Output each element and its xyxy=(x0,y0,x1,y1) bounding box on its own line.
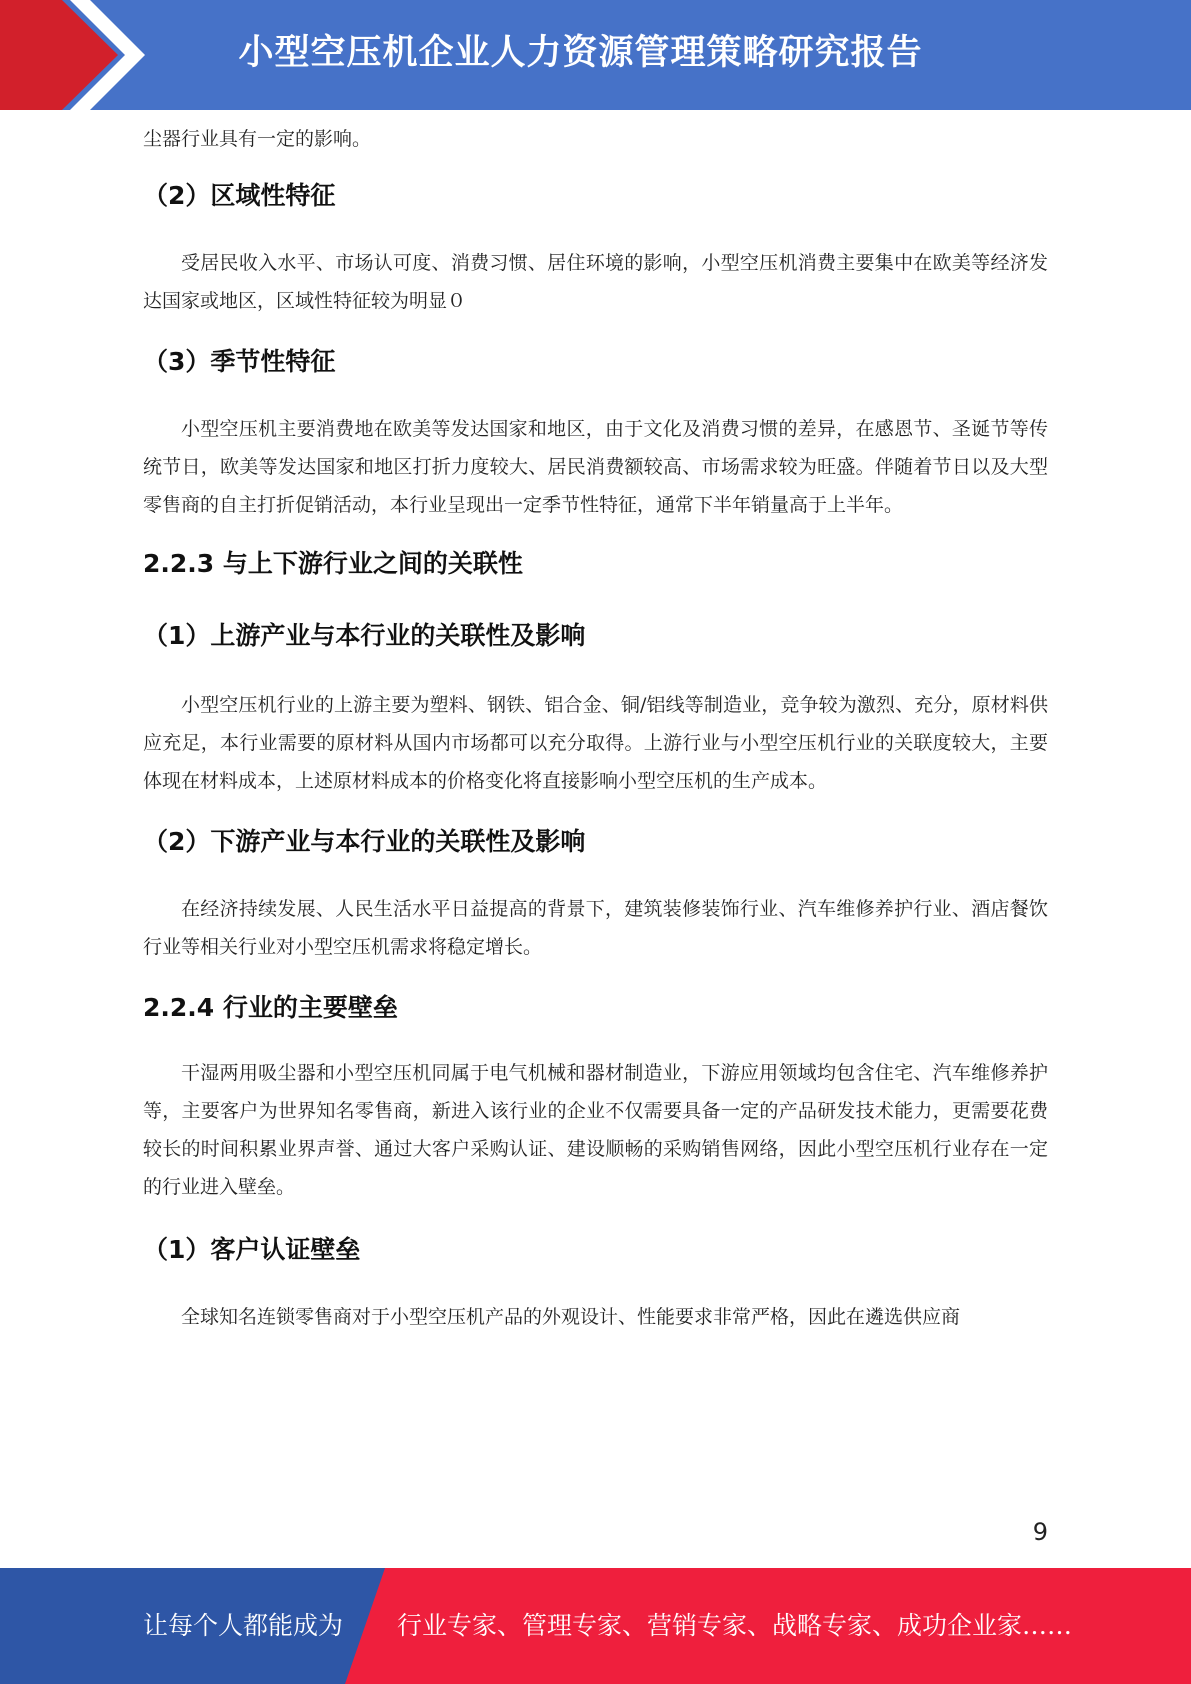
heading-downstream-industry: （2）下游产业与本行业的关联性及影响 xyxy=(143,827,586,856)
page-header xyxy=(0,0,1191,110)
footer-slogan-left: 让每个人都能成为 xyxy=(143,1611,344,1640)
paragraph-continued: 尘器行业具有一定的影响。 xyxy=(143,128,372,150)
paragraph-regional-features: 受居民收入水平、市场认可度、消费习惯、居住环境的影响，小型空压机消费主要集中在欧美等经济发达国家或地区，区域性特征较为明显０ xyxy=(143,252,1048,312)
document-body xyxy=(143,120,1048,1336)
heading-2-2-3: 2.2.3 与上下游行业之间的关联性 xyxy=(143,549,523,578)
paragraph-customer-certification: 全球知名连锁零售商对于小型空压机产品的外观设计、性能要求非常严格，因此在遴选供应商 xyxy=(181,1306,961,1328)
footer-slogan-right: 行业专家、管理专家、营销专家、战略专家、成功企业家…… xyxy=(397,1611,1073,1640)
paragraph-downstream-industry: 在经济持续发展、人民生活水平日益提高的背景下，建筑装修装饰行业、汽车维修养护行业、酒店餐饮行业等相关行业对小型空压机需求将稳定增长。 xyxy=(143,898,1048,958)
page-number: 9 xyxy=(1032,1518,1048,1546)
report-title: 小型空压机企业人力资源管理策略研究报告 xyxy=(238,33,923,73)
paragraph-upstream-industry: 小型空压机行业的上游主要为塑料、钢铁、铝合金、铜/铝线等制造业，竞争较为激烈、充分，原材料供应充足，本行业需要的原材料从国内市场都可以充分取得。上游行业与小型空压机行业的关联度较大，主要体现在材料成本，上述原材料成本的价格变化将直接影响小型空压机的生产成本。 xyxy=(143,694,1048,792)
heading-2-2-4: 2.2.4 行业的主要壁垒 xyxy=(143,993,398,1022)
header-arrow-decoration xyxy=(0,0,150,110)
paragraph-industry-barriers: 干湿两用吸尘器和小型空压机同属于电气机械和器材制造业，下游应用领域均包含住宅、汽车维修养护等，主要客户为世界知名零售商，新进入该行业的企业不仅需要具备一定的产品研发技术能力，更需要花费较长的时间积累业界声誉、通过大客户采购认证、建设顺畅的采购销售网络，因此小型空压机行业存在一定的行业进入壁垒。 xyxy=(143,1062,1048,1198)
paragraph-seasonal-features: 小型空压机主要消费地在欧美等发达国家和地区，由于文化及消费习惯的差异，在感恩节、圣诞节等传统节日，欧美等发达国家和地区打折力度较大、居民消费额较高、市场需求较为旺盛。伴随着节日以及大型零售商的自主打折促销活动，本行业呈现出一定季节性特征，通常下半年销量高于上半年。 xyxy=(143,418,1048,516)
page-footer xyxy=(0,1568,1191,1684)
heading-regional-features: （2）区域性特征 xyxy=(143,181,336,210)
heading-seasonal-features: （3）季节性特征 xyxy=(143,347,336,376)
heading-customer-certification: （1）客户认证壁垒 xyxy=(143,1235,361,1264)
heading-upstream-industry: （1）上游产业与本行业的关联性及影响 xyxy=(143,621,586,650)
